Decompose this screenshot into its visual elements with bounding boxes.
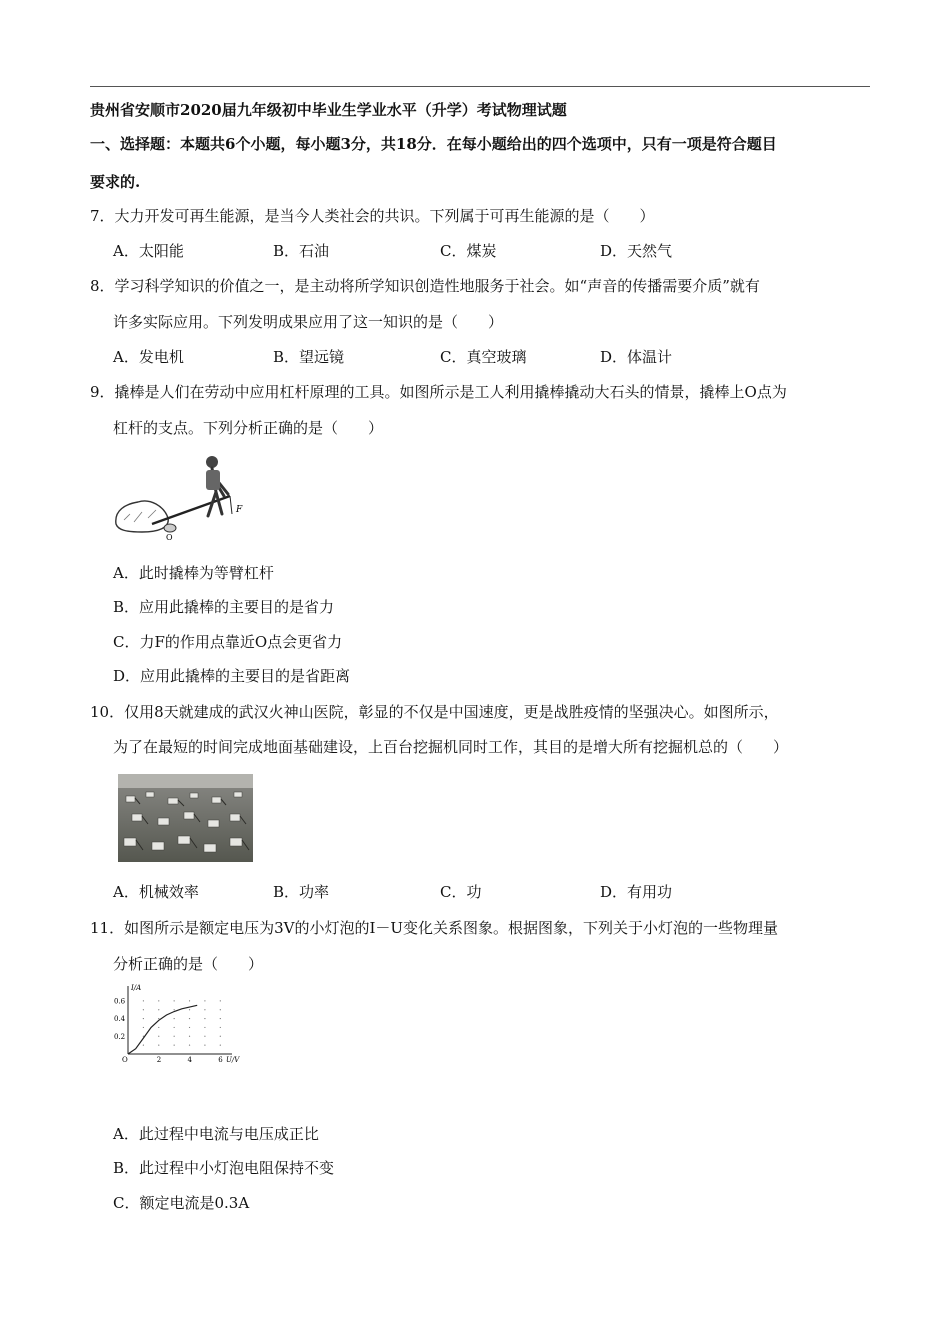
q8-option-a: A．发电机 (113, 348, 184, 366)
grid-dot (158, 1045, 159, 1046)
grid-dot (158, 1027, 159, 1028)
grid-dot (174, 1036, 175, 1037)
grid-dot (174, 1018, 175, 1019)
grid-dot (189, 1027, 190, 1028)
iu-graph (112, 984, 242, 1064)
q10-option-a: A．机械效率 (113, 883, 199, 901)
y-tick-label: 0.4 (114, 1015, 126, 1024)
grid-dot (174, 1000, 175, 1001)
origin-label: O (122, 1056, 128, 1064)
q11-option-b: B．此过程中小灯泡电阻保持不变 (113, 1159, 335, 1177)
force-label: F (236, 505, 243, 515)
grid-dot (143, 1018, 144, 1019)
grid-dot (220, 1045, 221, 1046)
grid-dot (220, 1036, 221, 1037)
q9-option-a: A．此时撬棒为等臂杠杆 (113, 564, 274, 582)
y-tick-labels (114, 997, 126, 1040)
grid-dot (189, 1036, 190, 1037)
q9-option-d: D．应用此撬棒的主要目的是省距离 (113, 667, 351, 685)
q10-option-b: B．功率 (273, 883, 330, 901)
rock-shape (116, 501, 168, 532)
q8-stem-cont: 许多实际应用。下列发明成果应用了这一知识的是（ ） (113, 313, 504, 331)
grid-dot (189, 1009, 190, 1010)
grid-dot (189, 1045, 190, 1046)
grid-dot (143, 1045, 144, 1046)
q8-option-d: D．体温计 (600, 348, 673, 366)
pivot-stone (164, 524, 176, 532)
worker-shirt (206, 470, 220, 490)
q11-stem-cont: 分析正确的是（ ） (113, 955, 264, 973)
grid-dot (220, 1009, 221, 1010)
q10-stem: 10．仅用8天就建成的武汉火神山医院，彰显的不仅是中国速度，更是战胜疫情的坚强决心。如图所示， (90, 703, 779, 721)
q9-stem: 9．撬棒是人们在劳动中应用杠杆原理的工具。如图所示是工人利用撬棒撬动大石头的情景，撬棒上O点为 (90, 383, 787, 401)
top-rule (90, 86, 870, 87)
q11-option-a: A．此过程中电流与电压成正比 (113, 1125, 319, 1143)
grid-dot (143, 1027, 144, 1028)
section-heading: 一、选择题：本题共6个小题，每小题3分，共18分．在每小题给出的四个选项中，只有一项是符合题目 (90, 135, 777, 153)
x-tick-label: 2 (156, 1056, 162, 1064)
x-tick-label: 6 (218, 1056, 223, 1064)
x-axis-label: U/V (226, 1056, 240, 1064)
grid-dot (204, 1009, 205, 1010)
photo-sky (118, 774, 253, 788)
grid-dot (158, 1036, 159, 1037)
q10-option-c: C．功 (440, 883, 482, 901)
q9-option-c: C．力F的作用点靠近O点会更省力 (113, 633, 343, 651)
grid-dot (174, 1045, 175, 1046)
grid-dot (143, 1000, 144, 1001)
q7-stem: 7．大力开发可再生能源，是当今人类社会的共识。下列属于可再生能源的是（ ） (90, 207, 655, 225)
grid-dot (158, 1018, 159, 1019)
worker-head (206, 456, 218, 468)
q9-option-b: B．应用此撬棒的主要目的是省力 (113, 598, 335, 616)
grid-dot (220, 1018, 221, 1019)
grid-dot (158, 1000, 159, 1001)
q7-option-c: C．煤炭 (440, 242, 497, 260)
q7-option-a: A．太阳能 (113, 242, 184, 260)
grid-dot (220, 1027, 221, 1028)
grid-dot (204, 1027, 205, 1028)
grid-dots (143, 1000, 221, 1045)
grid-dot (204, 1036, 205, 1037)
q8-stem: 8．学习科学知识的价值之一，是主动将所学知识创造性地服务于社会。如“声音的传播需要介质”就有 (90, 277, 760, 295)
q10-stem-cont: 为了在最短的时间完成地面基础建设，上百台挖掘机同时工作，其目的是增大所有挖掘机总的（ ） (113, 738, 789, 756)
q7-option-d: D．天然气 (600, 242, 673, 260)
rock-texture (124, 510, 156, 522)
y-tick-label: 0.2 (114, 1032, 126, 1041)
grid-dot (204, 1018, 205, 1019)
grid-dot (204, 1000, 205, 1001)
pivot-label: O (166, 533, 173, 542)
grid-dot (189, 1018, 190, 1019)
excavators-photo (118, 774, 253, 862)
grid-dot (204, 1045, 205, 1046)
page-title: 贵州省安顺市2020届九年级初中毕业生学业水平（升学）考试物理试题 (90, 101, 567, 119)
q11-option-c: C．额定电流是0.3A (113, 1194, 250, 1212)
grid-dot (220, 1000, 221, 1001)
iu-curve-line (128, 1005, 197, 1054)
grid-dot (158, 1009, 159, 1010)
y-axis-label: I/A (131, 984, 142, 992)
q7-option-b: B．石油 (273, 242, 330, 260)
y-tick-label: 0.6 (114, 997, 126, 1006)
q9-stem-cont: 杠杆的支点。下列分析正确的是（ ） (113, 419, 384, 437)
crowbar-figure (112, 452, 252, 542)
x-tick-label: 4 (187, 1056, 193, 1064)
x-tick-labels (157, 1056, 224, 1064)
q11-stem: 11．如图所示是额定电压为3V的小灯泡的I－U变化关系图象。根据图象，下列关于小灯泡的一些物理量 (90, 919, 779, 937)
grid-dot (174, 1027, 175, 1028)
q8-option-c: C．真空玻璃 (440, 348, 527, 366)
grid-dot (143, 1009, 144, 1010)
q10-option-d: D．有用功 (600, 883, 673, 901)
q8-option-b: B．望远镜 (273, 348, 345, 366)
grid-dot (174, 1009, 175, 1010)
force-arrow (230, 496, 232, 514)
section-heading-cont: 要求的. (90, 173, 141, 191)
grid-dot (189, 1000, 190, 1001)
